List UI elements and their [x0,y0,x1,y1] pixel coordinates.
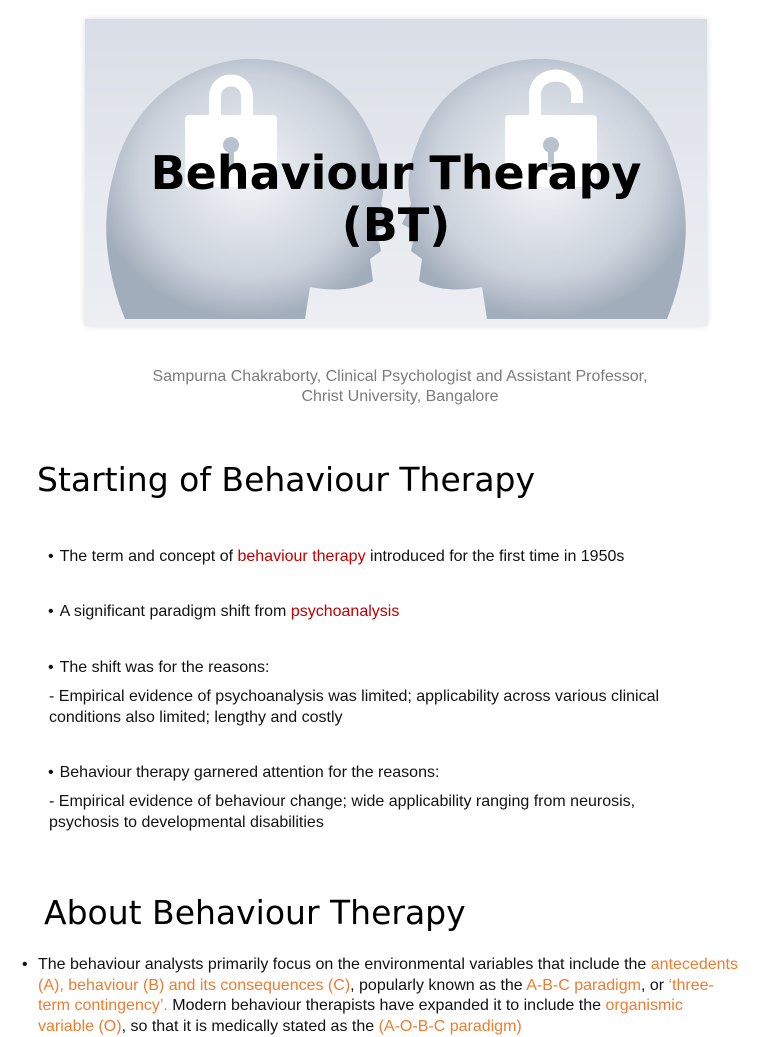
bullet-dot-icon: • [48,603,54,620]
bullet-dot-icon: • [48,659,54,676]
bullet-item [48,763,748,783]
highlight-term: antecedents (A), behaviour (B) and its consequences (C) [38,956,738,994]
title-line-2: (BT) [341,198,451,252]
para-text: , popularly known as the [350,976,527,994]
sub-point: - Empirical evidence of psychoanalysis was limited; applicability across various clinical conditions also limited; lengthy and costly [49,688,660,726]
highlight-term: A-B-C paradigm [526,976,641,994]
bullet-dot-icon: • [48,764,54,781]
title-line-1: Behaviour Therapy [150,146,642,200]
bullet-text: A significant paradigm shift from [59,603,291,620]
section-heading-about: About Behaviour Therapy [44,893,466,932]
about-paragraph [38,955,742,1037]
highlight-term: psychoanalysis [290,603,400,620]
bullet-item [48,658,748,678]
para-text: The behaviour analysts primarily focus on the environmental variables that include the [38,956,651,973]
bullet-item [48,602,748,622]
para-text: , or [640,976,669,994]
title-banner [85,19,707,326]
bullet-dot-icon: • [22,956,28,973]
subtitle-line-2: Christ University, Bangalore [301,388,499,405]
highlight-term: organismic variable (O) [38,997,683,1035]
subtitle-line-1: Sampurna Chakraborty, Clinical Psychologist and Assistant Professor, [152,368,648,385]
slide-title [85,147,707,251]
bullet-text: The shift was for the reasons: [59,659,270,676]
bullet-item [48,547,748,567]
bullet-dot-icon: • [48,548,54,565]
highlight-term: ‘three-term contingency’. [38,976,714,1014]
para-text: Modern behaviour therapists have expanded it to include the [167,997,606,1014]
bullet-text: The term and concept of [59,548,238,565]
para-text: , so that it is medically stated as the [121,1017,379,1035]
author-subtitle [120,367,680,407]
bullet-text: Behaviour therapy garnered attention for the reasons: [59,764,440,781]
highlight-term: behaviour therapy [237,548,366,565]
bullet-text: introduced for the first time in 1950s [365,548,625,565]
sub-point: - Empirical evidence of behaviour change; wide applicability ranging from neurosis, psychosis to developmental disabilities [49,793,636,831]
highlight-term: (A-O-B-C paradigm) [378,1017,522,1035]
section-heading-starting: Starting of Behaviour Therapy [37,460,536,499]
